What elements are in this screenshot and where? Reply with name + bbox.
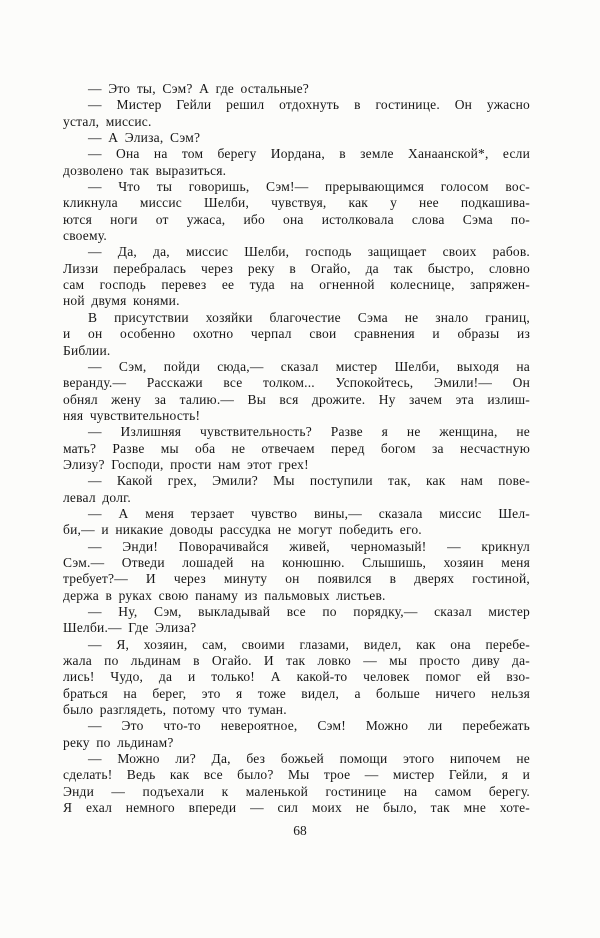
text-line: требует?— И через минуту он появился в дверях гостиной, — [63, 571, 530, 587]
text-line: кликнула миссис Шелби, чувствуя, как у нее подкашива- — [63, 195, 530, 211]
text-line: устал, миссис. — [63, 113, 152, 129]
text-line: веранду.— Расскажи все толком... Успокойтесь, Эмили!— Он — [63, 375, 530, 391]
paragraph — [63, 506, 530, 539]
paragraph — [63, 179, 530, 244]
text-line: Элизу? Господи, прости нам этот грех! — [63, 456, 309, 472]
text-line: ной двумя конями. — [63, 293, 180, 309]
text-line: — Это ты, Сэм? А где остальные? — [88, 81, 309, 96]
text-line: — Что ты говоришь, Сэм!— прерывающимся голосом вос- — [88, 179, 530, 195]
text-line: обнял жену за талию.— Вы вся дрожите. Ну зачем эта излиш- — [63, 391, 530, 407]
text-line: мать? Разве мы оба не отвечаем перед богом за несчастную — [63, 440, 530, 456]
text-line: ются ноги от ужаса, ибо она истолковала слова Сэма по- — [63, 211, 530, 227]
text-line: дозволено так выразиться. — [63, 162, 227, 178]
text-line: би,— и никакие доводы рассудка не могут победить его. — [63, 522, 422, 538]
text-line: браться на берег, это я тоже видел, а больше ничего нельзя — [63, 685, 530, 701]
paragraph — [63, 97, 530, 130]
text-line: — Я, хозяин, сам, своими глазами, видел, как она перебе- — [88, 636, 530, 652]
paragraph — [63, 539, 530, 604]
paragraph — [63, 146, 530, 179]
text-line: — А Элиза, Сэм? — [88, 130, 201, 146]
text-line: жала по льдинам в Огайо. И так ловко — мы просто диву да- — [63, 653, 530, 669]
text-line: держа в руках свою панаму из пальмовых листьев. — [63, 587, 386, 603]
text-line: сам господь перевез ее туда на огненной колеснице, запряжен- — [63, 277, 530, 293]
paragraph — [63, 424, 530, 473]
text-line: — Это что-то невероятное, Сэм! Можно ли перебежать — [88, 718, 530, 734]
text-line: реку по льдинам? — [63, 734, 174, 750]
paragraph — [63, 604, 530, 637]
paragraph — [63, 473, 530, 506]
text-line: лись! Чудо, да и только! А какой-то человек помог ей взо- — [63, 669, 530, 685]
text-line: В присутствии хозяйки благочестие Сэма не знало границ, — [88, 309, 530, 325]
paragraph — [63, 718, 530, 751]
text-line: — Да, да, миссис Шелби, господь защищает своих рабов. — [88, 244, 530, 260]
page-number: 68 — [293, 823, 307, 838]
text-line: — Ну, Сэм, выкладывай все по порядку,— сказал мистер — [88, 604, 530, 619]
text-line: няя чувствительность! — [63, 407, 201, 423]
text-line: — А меня терзает чувство вины,— сказала миссис Шел- — [88, 505, 530, 521]
paragraph — [63, 244, 530, 309]
text-block — [63, 81, 530, 816]
text-line: Я ехал немного впереди — сил моих не было, так мне хоте- — [63, 800, 530, 816]
paragraph — [63, 637, 530, 719]
paragraph — [63, 130, 530, 146]
text-line: своему. — [63, 228, 107, 244]
text-line: — Энди! Поворачивайся живей, черномазый! — крикнул — [88, 538, 530, 554]
text-line: Энди — подъехали к маленькой гостинице на самом берегу. — [63, 783, 530, 799]
paragraph — [63, 81, 530, 97]
text-line: было разглядеть, потому что туман. — [63, 702, 287, 718]
text-line: левал долг. — [63, 489, 131, 505]
text-line: — Какой грех, Эмили? Мы поступили так, как нам пове- — [88, 473, 530, 489]
text-line: — Мистер Гейли решил отдохнуть в гостинице. Он ужасно — [88, 97, 530, 113]
paragraph — [63, 359, 530, 424]
text-line: и он особенно охотно черпал свои сравнения и образы из — [63, 326, 530, 342]
text-line: — Она на том берегу Иордана, в земле Ханаанской*, если — [88, 146, 530, 162]
paragraph — [63, 751, 530, 816]
text-line: — Сэм, пойди сюда,— сказал мистер Шелби, выходя на — [88, 358, 530, 374]
text-line: сделать! Ведь как все было? Мы трое — мистер Гейли, я и — [63, 767, 530, 783]
text-line: — Излишняя чувствительность? Разве я не женщина, не — [88, 424, 530, 440]
paragraph — [63, 310, 530, 359]
text-line: — Можно ли? Да, без божьей помощи этого нипочем не — [88, 751, 530, 767]
text-line: Сэм.— Отведи лошадей на конюшню. Слышишь, хозяин меня — [63, 554, 530, 570]
text-line: Шелби.— Где Элиза? — [63, 620, 197, 636]
text-line: Лиззи перебралась через реку в Огайо, да так быстро, словно — [63, 260, 530, 276]
text-line: Библии. — [63, 342, 111, 358]
